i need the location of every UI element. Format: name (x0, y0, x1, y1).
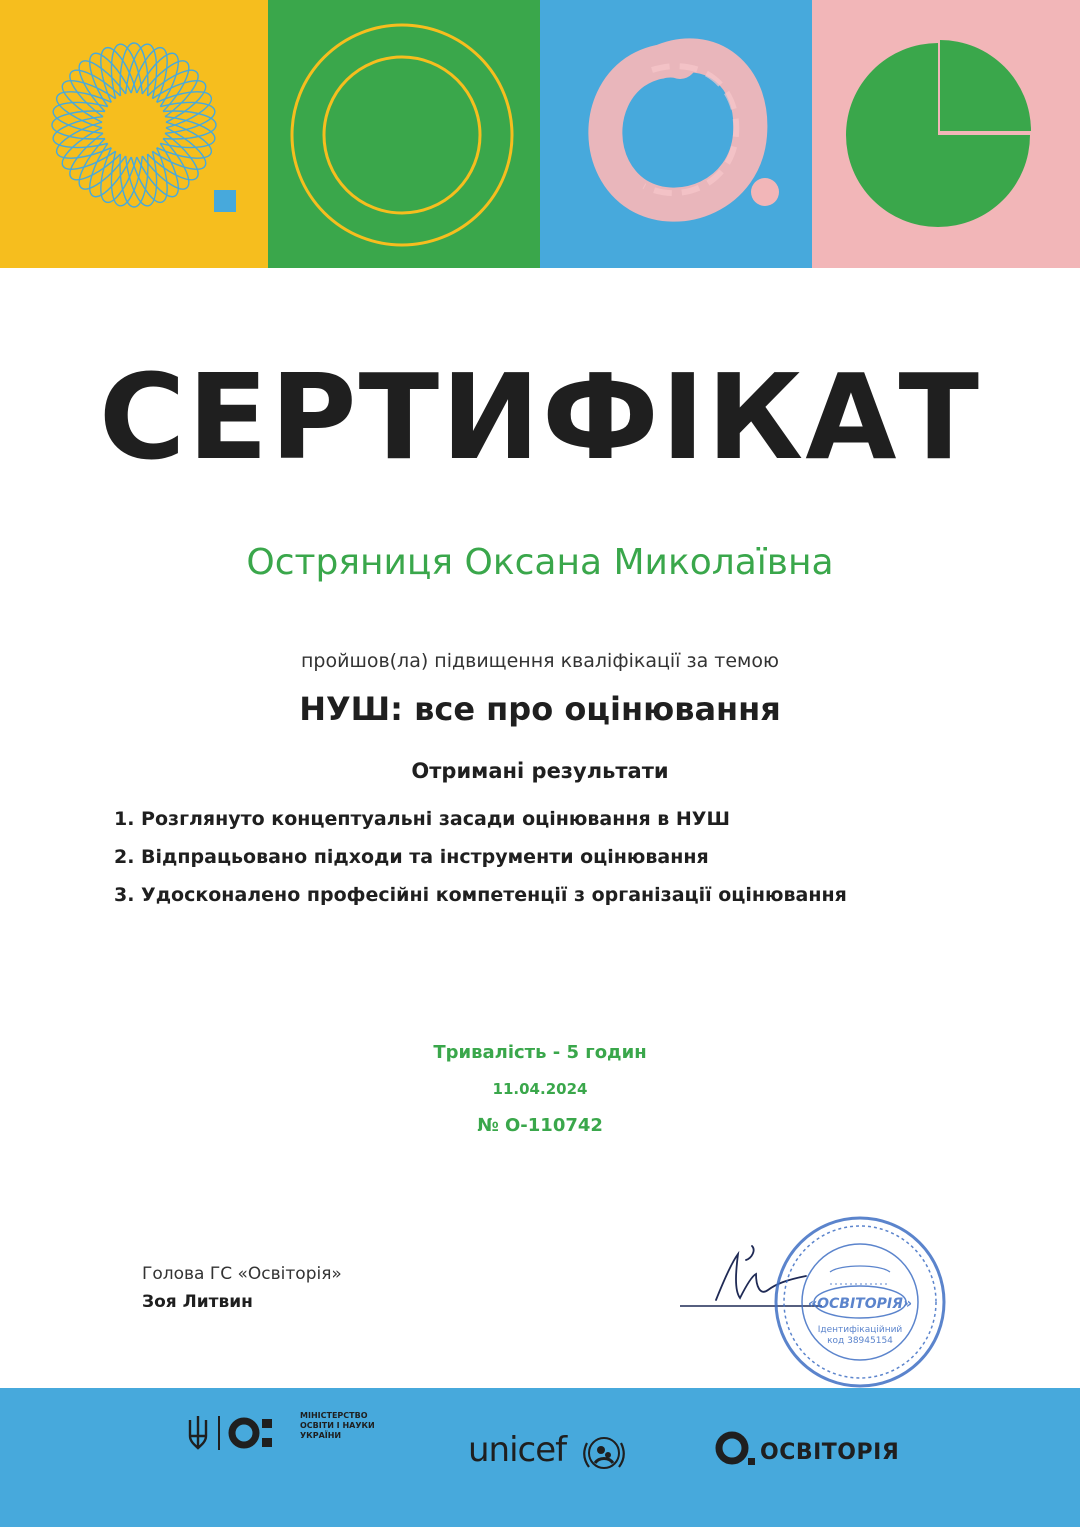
banner-tile-blue (540, 0, 812, 268)
unicef-wordmark: unicef (468, 1430, 567, 1470)
signatory-role: Голова ГС «Освіторія» (142, 1264, 342, 1284)
result-item: 2. Відпрацьовано підходи та інструменти оцінювання (114, 846, 709, 868)
result-item: 1. Розглянуто концептуальні засади оцінювання в НУШ (114, 808, 730, 830)
pie-quarter-icon (812, 0, 1080, 268)
concentric-circles-icon (268, 0, 540, 268)
osvitoria-o-icon (712, 1430, 760, 1470)
banner-tile-yellow (0, 0, 268, 268)
course-topic: НУШ: все про оцінювання (299, 690, 781, 728)
sunburst-icon (0, 0, 268, 268)
result-item: 3. Удосконалено професійні компетенції з організації оцінювання (114, 884, 847, 906)
banner-tile-pink (812, 0, 1080, 268)
top-banner (0, 0, 1080, 268)
trident-icon (190, 1416, 206, 1448)
ministry-name: МІНІСТЕРСТВО ОСВІТИ І НАУКИ УКРАЇНИ (300, 1411, 375, 1440)
stamp-code-line1: Ідентифікаційний (817, 1325, 903, 1335)
sunburst-center (102, 93, 166, 157)
osvitoria-wordmark: ОСВІТОРІЯ (760, 1440, 900, 1465)
results-list (114, 800, 1014, 914)
certificate-number: № О-110742 (477, 1115, 603, 1136)
certificate-date: 11.04.2024 (492, 1080, 588, 1098)
official-stamp (770, 1214, 950, 1390)
passed-statement: пройшов(ла) підвищення кваліфікації за темою (300, 650, 779, 672)
stamp-code-line2: код 38945154 (827, 1336, 893, 1346)
brush-circle-icon (540, 0, 812, 268)
signatory-name: Зоя Литвин (142, 1292, 253, 1312)
certificate-title: СЕРТИФІКАТ (98, 348, 982, 486)
sunburst-square (214, 190, 236, 212)
recipient-name: Остряниця Оксана Миколаївна (246, 542, 834, 583)
banner-tile-green (268, 0, 540, 268)
stamp-center-name: «ОСВІТОРІЯ» (808, 1296, 912, 1312)
unicef-emblem-icon (581, 1433, 627, 1473)
course-duration: Тривалість - 5 годин (433, 1042, 647, 1063)
results-heading: Отримані результати (411, 759, 669, 783)
